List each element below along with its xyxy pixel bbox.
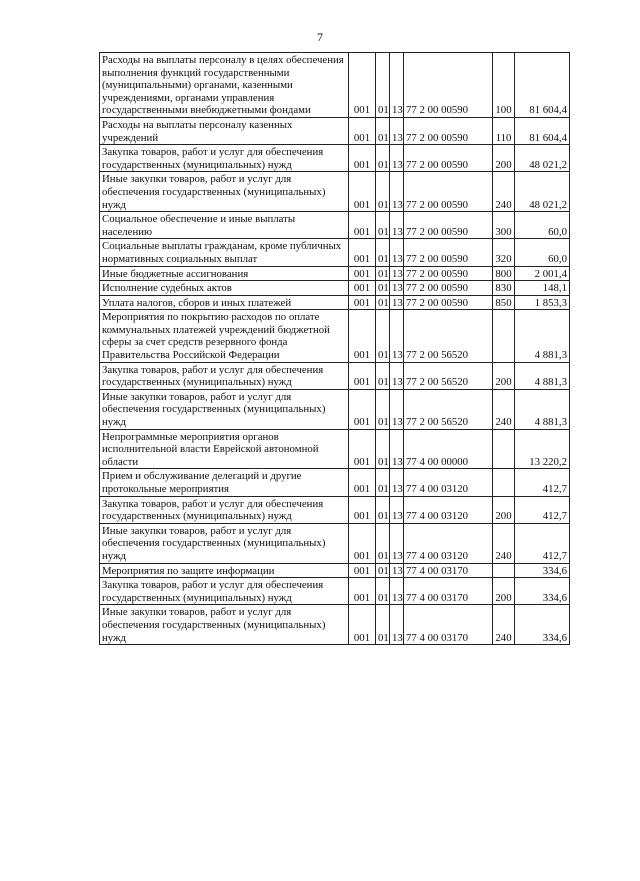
subsection-code: 13: [390, 266, 404, 281]
admin-code: 001: [349, 362, 376, 389]
expense-kind-code: [493, 469, 515, 496]
program-code: 77 2 00 00590: [404, 53, 493, 118]
expense-description: Закупка товаров, работ и услуг для обеспечения государственных (муниципальных) нужд: [100, 362, 349, 389]
section-code: 01: [376, 362, 390, 389]
program-code: 77 2 00 56520: [404, 310, 493, 362]
amount-value: 2 001,4: [515, 266, 570, 281]
budget-table: [99, 52, 570, 645]
expense-description: Иные закупки товаров, работ и услуг для обеспечения государственных (муниципальных) нужд: [100, 172, 349, 212]
table-row: [100, 362, 570, 389]
section-code: 01: [376, 172, 390, 212]
admin-code: 001: [349, 172, 376, 212]
subsection-code: 13: [390, 563, 404, 578]
subsection-code: 13: [390, 310, 404, 362]
amount-value: 81 604,4: [515, 117, 570, 144]
expense-description: Социальные выплаты гражданам, кроме публичных нормативных социальных выплат: [100, 239, 349, 266]
table-row: [100, 563, 570, 578]
amount-value: 334,6: [515, 578, 570, 605]
expense-description: Мероприятия по защите информации: [100, 563, 349, 578]
table-row: [100, 578, 570, 605]
section-code: 01: [376, 281, 390, 296]
section-code: 01: [376, 429, 390, 469]
table-row: [100, 496, 570, 523]
subsection-code: 13: [390, 389, 404, 429]
expense-description: Прием и обслуживание делегаций и другие протокольные мероприятия: [100, 469, 349, 496]
table-row: [100, 389, 570, 429]
expense-kind-code: 830: [493, 281, 515, 296]
section-code: 01: [376, 212, 390, 239]
subsection-code: 13: [390, 239, 404, 266]
subsection-code: 13: [390, 578, 404, 605]
table-row: [100, 523, 570, 563]
table-row: [100, 212, 570, 239]
table-row: [100, 605, 570, 645]
program-code: 77 2 00 00590: [404, 172, 493, 212]
program-code: 77 4 00 03120: [404, 496, 493, 523]
subsection-code: 13: [390, 469, 404, 496]
program-code: 77 4 00 03170: [404, 563, 493, 578]
section-code: 01: [376, 469, 390, 496]
amount-value: 81 604,4: [515, 53, 570, 118]
table-row: [100, 429, 570, 469]
program-code: 77 4 00 03170: [404, 578, 493, 605]
admin-code: 001: [349, 145, 376, 172]
program-code: 77 4 00 03120: [404, 523, 493, 563]
section-code: 01: [376, 117, 390, 144]
program-code: 77 2 00 00590: [404, 212, 493, 239]
amount-value: 412,7: [515, 523, 570, 563]
admin-code: 001: [349, 53, 376, 118]
admin-code: 001: [349, 310, 376, 362]
amount-value: 4 881,3: [515, 310, 570, 362]
admin-code: 001: [349, 429, 376, 469]
table-row: [100, 469, 570, 496]
admin-code: 001: [349, 212, 376, 239]
expense-description: Закупка товаров, работ и услуг для обеспечения государственных (муниципальных) нужд: [100, 578, 349, 605]
program-code: 77 2 00 00590: [404, 295, 493, 310]
expense-description: Иные бюджетные ассигнования: [100, 266, 349, 281]
table-row: [100, 266, 570, 281]
amount-value: 148,1: [515, 281, 570, 296]
subsection-code: 13: [390, 117, 404, 144]
expense-description: Расходы на выплаты персоналу казенных учреждений: [100, 117, 349, 144]
expense-kind-code: 850: [493, 295, 515, 310]
admin-code: 001: [349, 295, 376, 310]
amount-value: 334,6: [515, 563, 570, 578]
admin-code: 001: [349, 496, 376, 523]
expense-kind-code: [493, 310, 515, 362]
admin-code: 001: [349, 281, 376, 296]
subsection-code: 13: [390, 53, 404, 118]
amount-value: 13 220,2: [515, 429, 570, 469]
expense-description: Социальное обеспечение и иные выплаты населению: [100, 212, 349, 239]
amount-value: 48 021,2: [515, 145, 570, 172]
amount-value: 412,7: [515, 496, 570, 523]
section-code: 01: [376, 523, 390, 563]
program-code: 77 4 00 03170: [404, 605, 493, 645]
subsection-code: 13: [390, 429, 404, 469]
subsection-code: 13: [390, 605, 404, 645]
expense-kind-code: 100: [493, 53, 515, 118]
table-row: [100, 117, 570, 144]
expense-kind-code: 800: [493, 266, 515, 281]
amount-value: 48 021,2: [515, 172, 570, 212]
amount-value: 4 881,3: [515, 389, 570, 429]
expense-kind-code: 240: [493, 389, 515, 429]
expense-description: Исполнение судебных актов: [100, 281, 349, 296]
section-code: 01: [376, 239, 390, 266]
section-code: 01: [376, 310, 390, 362]
section-code: 01: [376, 563, 390, 578]
expense-kind-code: 320: [493, 239, 515, 266]
section-code: 01: [376, 145, 390, 172]
section-code: 01: [376, 295, 390, 310]
admin-code: 001: [349, 117, 376, 144]
section-code: 01: [376, 496, 390, 523]
expense-kind-code: [493, 563, 515, 578]
section-code: 01: [376, 53, 390, 118]
expense-description: Закупка товаров, работ и услуг для обеспечения государственных (муниципальных) нужд: [100, 145, 349, 172]
subsection-code: 13: [390, 496, 404, 523]
section-code: 01: [376, 389, 390, 429]
program-code: 77 4 00 00000: [404, 429, 493, 469]
program-code: 77 2 00 00590: [404, 281, 493, 296]
program-code: 77 2 00 00590: [404, 239, 493, 266]
table-row: [100, 239, 570, 266]
subsection-code: 13: [390, 523, 404, 563]
subsection-code: 13: [390, 281, 404, 296]
amount-value: 60,0: [515, 212, 570, 239]
expense-kind-code: 240: [493, 523, 515, 563]
expense-description: Иные закупки товаров, работ и услуг для обеспечения государственных (муниципальных) нужд: [100, 605, 349, 645]
program-code: 77 2 00 00590: [404, 145, 493, 172]
program-code: 77 2 00 56520: [404, 389, 493, 429]
table-row: [100, 53, 570, 118]
admin-code: 001: [349, 605, 376, 645]
amount-value: 1 853,3: [515, 295, 570, 310]
expense-kind-code: 240: [493, 172, 515, 212]
section-code: 01: [376, 605, 390, 645]
program-code: 77 2 00 56520: [404, 362, 493, 389]
expense-kind-code: [493, 429, 515, 469]
amount-value: 412,7: [515, 469, 570, 496]
section-code: 01: [376, 266, 390, 281]
expense-kind-code: 200: [493, 496, 515, 523]
subsection-code: 13: [390, 172, 404, 212]
expense-kind-code: 200: [493, 578, 515, 605]
amount-value: 334,6: [515, 605, 570, 645]
expense-kind-code: 240: [493, 605, 515, 645]
admin-code: 001: [349, 469, 376, 496]
expense-description: Уплата налогов, сборов и иных платежей: [100, 295, 349, 310]
expense-description: Закупка товаров, работ и услуг для обеспечения государственных (муниципальных) нужд: [100, 496, 349, 523]
table-row: [100, 145, 570, 172]
expense-description: Расходы на выплаты персоналу в целях обеспечения выполнения функций государственными (муниципальными) органами, казенными учреждениями, органами управления государственными внебюджетными фондами: [100, 53, 349, 118]
table-row: [100, 172, 570, 212]
admin-code: 001: [349, 389, 376, 429]
expense-kind-code: 200: [493, 145, 515, 172]
subsection-code: 13: [390, 295, 404, 310]
table-row: [100, 310, 570, 362]
budget-table-body: [100, 53, 570, 645]
subsection-code: 13: [390, 362, 404, 389]
expense-kind-code: 110: [493, 117, 515, 144]
admin-code: 001: [349, 578, 376, 605]
amount-value: 60,0: [515, 239, 570, 266]
program-code: 77 2 00 00590: [404, 117, 493, 144]
expense-description: Иные закупки товаров, работ и услуг для обеспечения государственных (муниципальных) нужд: [100, 389, 349, 429]
subsection-code: 13: [390, 145, 404, 172]
expense-description: Иные закупки товаров, работ и услуг для обеспечения государственных (муниципальных) нужд: [100, 523, 349, 563]
program-code: 77 4 00 03120: [404, 469, 493, 496]
expense-kind-code: 200: [493, 362, 515, 389]
admin-code: 001: [349, 523, 376, 563]
expense-kind-code: 300: [493, 212, 515, 239]
expense-description: Мероприятия по покрытию расходов по оплате коммунальных платежей учреждений бюджетной сферы за счет средств резервного фонда Правительства Российской Федерации: [100, 310, 349, 362]
admin-code: 001: [349, 239, 376, 266]
table-row: [100, 295, 570, 310]
admin-code: 001: [349, 266, 376, 281]
program-code: 77 2 00 00590: [404, 266, 493, 281]
expense-description: Непрограммные мероприятия органов исполнительной власти Еврейской автономной области: [100, 429, 349, 469]
section-code: 01: [376, 578, 390, 605]
subsection-code: 13: [390, 212, 404, 239]
amount-value: 4 881,3: [515, 362, 570, 389]
admin-code: 001: [349, 563, 376, 578]
table-row: [100, 281, 570, 296]
page-number: 7: [317, 30, 323, 44]
